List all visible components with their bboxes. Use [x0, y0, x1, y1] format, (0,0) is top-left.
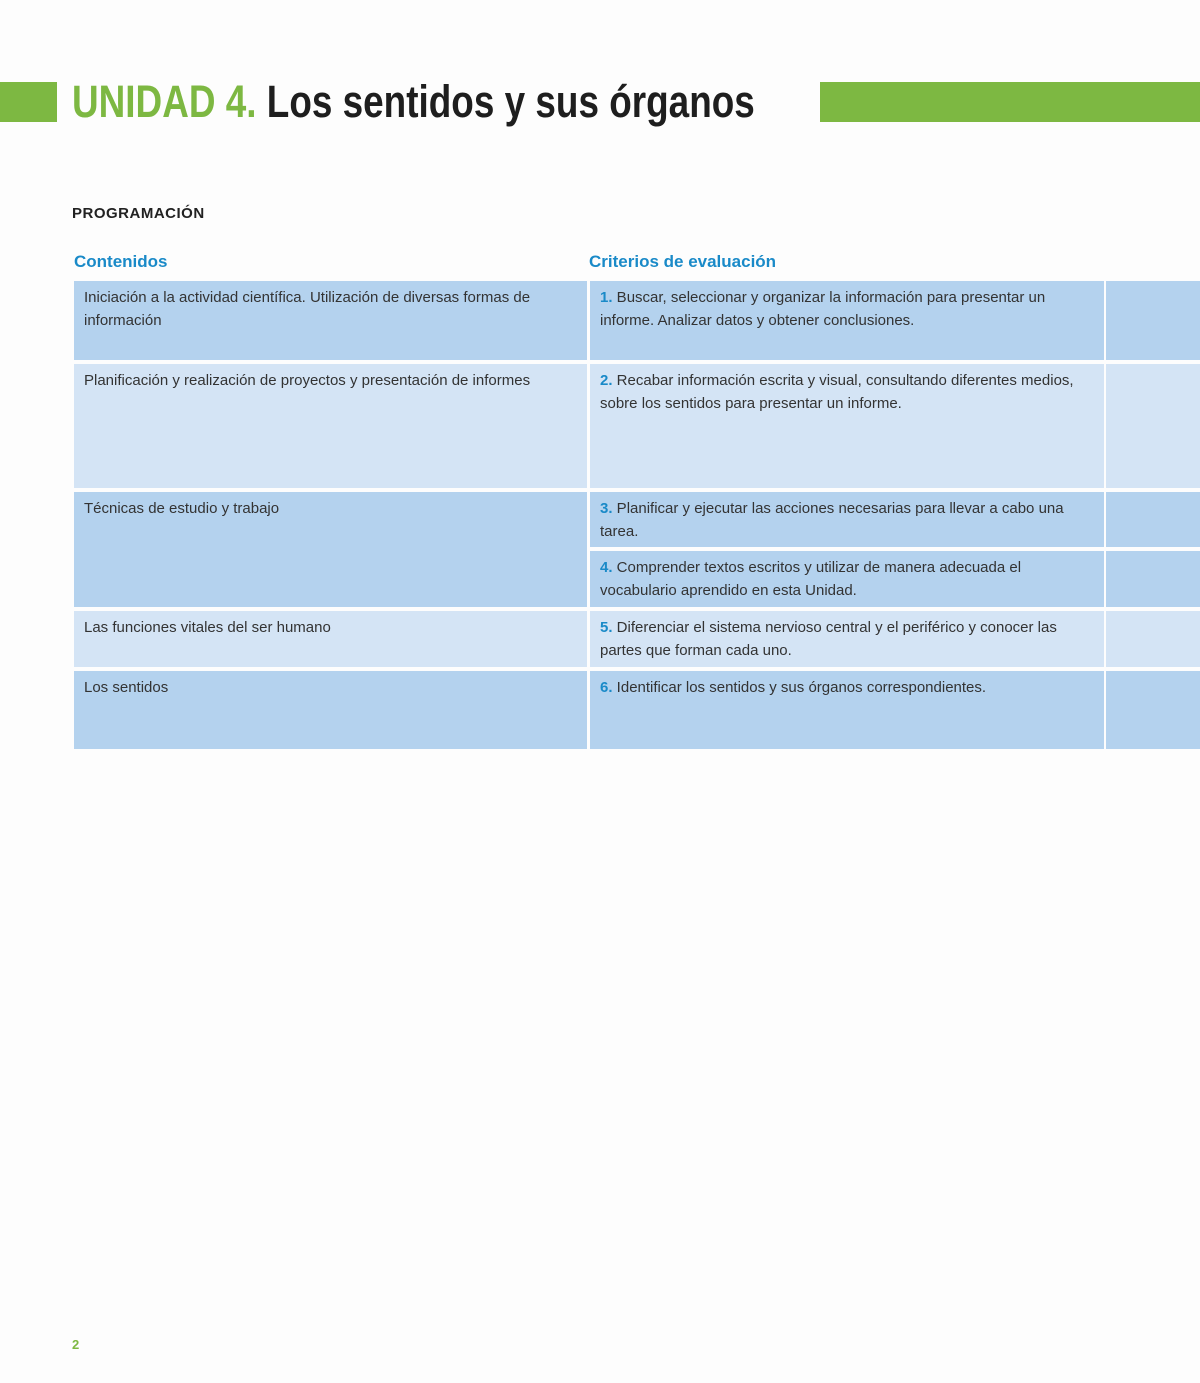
- page-number: 2: [72, 1337, 80, 1352]
- criterio-number: 1.: [600, 289, 613, 306]
- criterio-text: Comprender textos escritos y utilizar de manera adecuada el vocabulario aprendido en esta Unidad.: [600, 559, 1022, 599]
- criterio-cell: [590, 611, 1104, 667]
- contenido-cell: [74, 492, 587, 607]
- unit-label: UNIDAD 4.: [72, 76, 257, 127]
- contenido-text: Técnicas de estudio y trabajo: [84, 500, 280, 517]
- criterio-cell: [590, 492, 1104, 547]
- criterio-number: 6.: [600, 679, 613, 696]
- contenido-cell: [74, 611, 587, 667]
- contenido-cell: [74, 281, 587, 360]
- criterio-cell: [590, 364, 1104, 488]
- extra-cell: [1106, 551, 1200, 607]
- column-header-criterios: Criterios de evaluación: [589, 252, 777, 271]
- extra-cell: [1106, 281, 1200, 360]
- extra-cell: [1106, 611, 1200, 667]
- criterio-cell: [590, 281, 1104, 360]
- criterio-text: Identificar los sentidos y sus órganos correspondientes.: [612, 679, 987, 696]
- criterio-text: Buscar, seleccionar y organizar la información para presentar un informe. Analizar datos y obtener conclusiones.: [600, 289, 1046, 329]
- extra-cell: [1106, 364, 1200, 488]
- criterio-cell: [590, 671, 1104, 749]
- criterio-text: Diferenciar el sistema nervioso central y el periférico y conocer las partes que forman cada uno.: [600, 619, 1057, 659]
- contenido-text: Los sentidos: [84, 679, 169, 696]
- contenido-text: Iniciación a la actividad científica. Utilización de diversas formas de información: [84, 289, 531, 329]
- section-label: PROGRAMACIÓN: [72, 205, 205, 222]
- unit-title: Los sentidos y sus órganos: [266, 76, 755, 127]
- contenido-text: Las funciones vitales del ser humano: [84, 619, 331, 636]
- extra-cell: [1106, 492, 1200, 547]
- criterio-text: Planificar y ejecutar las acciones necesarias para llevar a cabo una tarea.: [600, 500, 1064, 540]
- page-title: [72, 76, 755, 128]
- criterio-number: 5.: [600, 619, 613, 636]
- title-bar-right-decoration: [820, 82, 1200, 122]
- contenido-cell: [74, 364, 587, 488]
- contenido-text: Planificación y realización de proyectos y presentación de informes: [84, 372, 531, 389]
- extra-cell: [1106, 671, 1200, 749]
- column-header-contenidos: Contenidos: [74, 252, 168, 271]
- criterio-number: 4.: [600, 559, 613, 576]
- criterio-number: 3.: [600, 500, 613, 517]
- criterio-number: 2.: [600, 372, 613, 389]
- contenido-cell: [74, 671, 587, 749]
- criterio-cell: [590, 551, 1104, 607]
- criterio-text: Recabar información escrita y visual, consultando diferentes medios, sobre los sentidos para presentar un informe.: [600, 372, 1074, 412]
- title-bar-left-decoration: [0, 82, 57, 122]
